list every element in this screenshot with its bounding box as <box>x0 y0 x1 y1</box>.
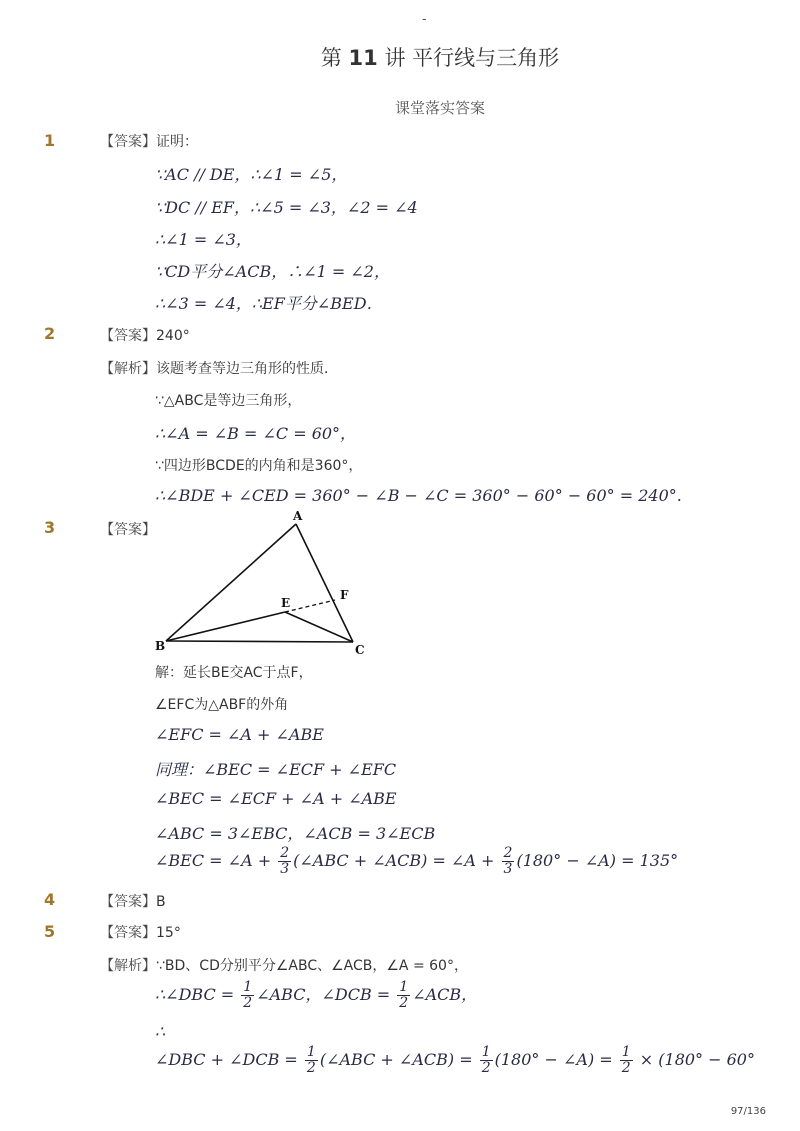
fraction: $\frac{1}{2}$ <box>621 1044 631 1076</box>
segment-be <box>166 612 285 641</box>
label-b: B <box>155 639 166 653</box>
page-title: 第 11 讲 平行线与三角形 <box>320 46 560 70</box>
solution-line-fraction: ∴∠DBC = $\frac{1}{2}$ ∠ABC，∠DCB = $\frac{1}{2}$ ∠ACB， <box>155 979 478 1011</box>
question-number: 5 <box>44 922 56 941</box>
proof-line: ∴∠3 = ∠4，∴EF平分∠BED． <box>155 294 383 313</box>
fraction: $\frac{2}{3}$ <box>503 845 513 877</box>
question-number: 2 <box>44 324 56 343</box>
label-c: C <box>355 643 365 657</box>
fraction: $\frac{2}{3}$ <box>280 845 290 877</box>
solution-line: ∠BEC = ∠ECF + ∠A + ∠ABE <box>155 789 397 808</box>
label-a: A <box>293 509 303 523</box>
fraction: $\frac{1}{2}$ <box>481 1044 491 1076</box>
proof-line: ∵DC // EF，∴∠5 = ∠3，∠2 = ∠4 <box>155 198 418 217</box>
triangle-figure <box>145 505 385 660</box>
question-number: 1 <box>44 131 56 150</box>
segment-ef-dashed <box>285 600 335 612</box>
solution-line-fraction: ∠DBC + ∠DCB = $\frac{1}{2}$ (∠ABC + ∠ACB) = $\frac{1}{2}$ (180° − ∠A) = $\frac{1}{2}$ × (180° − 60° <box>155 1044 755 1076</box>
answer-tag: 【答案】240° <box>100 328 190 344</box>
fraction: $\frac{1}{2}$ <box>306 1044 316 1076</box>
label-e: E <box>281 596 291 610</box>
answer-tag: 【答案】B <box>100 894 166 910</box>
proof-line: ∵AC // DE，∴∠1 = ∠5， <box>155 165 348 184</box>
segment-ba <box>166 524 296 641</box>
solution-line: ∴∠BDE + ∠CED = 360° − ∠B − ∠C = 360° − 60° − 60° = 240°. <box>155 486 682 505</box>
solution-line: ∵四边形BCDE的内角和是360°， <box>155 458 363 474</box>
solution-line: ∠EFC = ∠A + ∠ABE <box>155 725 324 744</box>
proof-line: ∵CD平分∠ACB，∴∠1 = ∠2， <box>155 262 390 281</box>
fraction: $\frac{1}{2}$ <box>399 979 409 1011</box>
solution-line: 解：延长BE交AC于点F， <box>155 665 313 681</box>
answer-tag: 【答案】证明： <box>100 134 198 150</box>
solution-line: ∴ <box>155 1022 166 1041</box>
question-number: 4 <box>44 890 56 909</box>
segment-ec <box>285 612 353 642</box>
proof-line: ∴∠1 = ∠3， <box>155 230 252 249</box>
question-number: 3 <box>44 518 56 537</box>
header-dash: - <box>422 12 427 27</box>
answer-tag: 【答案】 <box>100 522 156 538</box>
analysis-tag: 【解析】该题考查等边三角形的性质． <box>100 361 338 377</box>
solution-line: ∵△ABC是等边三角形， <box>155 393 302 409</box>
solution-line: ∴∠A = ∠B = ∠C = 60°， <box>155 424 357 443</box>
fraction: $\frac{1}{2}$ <box>243 979 253 1011</box>
segment-ac <box>296 524 353 642</box>
analysis-tag: 【解析】∵BD、CD分别平分∠ABC、∠ACB，∠A = 60°， <box>100 958 468 974</box>
page-subtitle: 课堂落实答案 <box>394 99 485 117</box>
page-number: 97/136 <box>730 1106 766 1117</box>
solution-line: 同理：∠BEC = ∠ECF + ∠EFC <box>155 760 397 779</box>
label-f: F <box>340 588 349 602</box>
solution-line-fraction: ∠BEC = ∠A + $\frac{2}{3}$ (∠ABC + ∠ACB) = ∠A + $\frac{2}{3}$ (180° − ∠A) = 135° <box>155 845 679 877</box>
solution-line: ∠EFC为△ABF的外角 <box>155 697 289 713</box>
segment-bc <box>166 641 353 642</box>
solution-line: ∠ABC = 3∠EBC，∠ACB = 3∠ECB <box>155 824 436 843</box>
answer-tag: 【答案】15° <box>100 925 181 941</box>
